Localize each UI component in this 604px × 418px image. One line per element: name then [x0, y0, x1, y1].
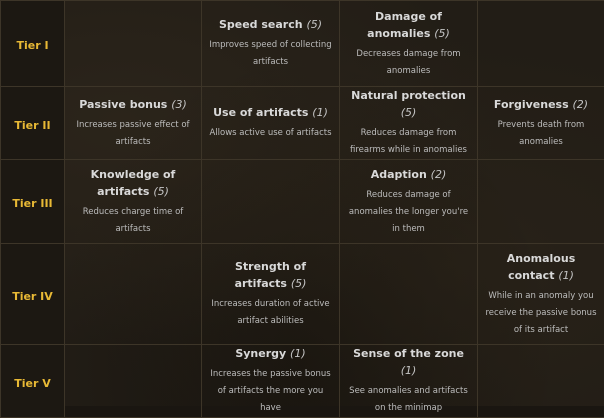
tier-row — [1, 160, 604, 244]
tier-label: Tier IV — [12, 290, 53, 303]
tier-header-cell — [1, 345, 65, 418]
empty-cell — [202, 160, 340, 244]
skill-name: Natural protection — [351, 89, 466, 102]
skill-cell[interactable] — [478, 244, 604, 345]
skill-cell[interactable] — [340, 345, 478, 418]
skill-description: Increases duration of active artifact abilities — [207, 296, 334, 330]
skill-name: Use of artifacts — [213, 106, 308, 119]
skill-max-level: (1) — [401, 364, 417, 377]
tier-label: Tier V — [14, 377, 51, 390]
skill-description: Reduces charge time of artifacts — [70, 204, 196, 238]
skill-name: Knowledge of artifacts — [91, 168, 176, 198]
skill-max-level: (1) — [312, 106, 328, 119]
tier-row — [1, 1, 604, 87]
skill-title — [345, 8, 472, 42]
skill-cell[interactable] — [202, 1, 340, 87]
skill-name: Synergy — [235, 347, 286, 360]
tier-row — [1, 345, 604, 418]
skill-name: Damage of anomalies — [367, 10, 442, 40]
skill-cell[interactable] — [340, 160, 478, 244]
empty-cell — [478, 1, 604, 87]
skill-title — [207, 104, 334, 121]
skill-max-level: (5) — [434, 27, 450, 40]
skill-content — [343, 345, 474, 417]
skill-description: While in an anomaly you receive the passive bonus of its artifact — [483, 288, 599, 339]
tier-row — [1, 87, 604, 160]
skill-max-level: (5) — [291, 277, 307, 290]
tier-label: Tier III — [12, 197, 52, 210]
skill-max-level: (3) — [171, 98, 187, 111]
skill-description: Prevents death from anomalies — [483, 117, 599, 151]
tier-label: Tier II — [14, 119, 50, 132]
skill-title — [70, 96, 196, 113]
skill-title — [483, 96, 599, 113]
skill-description: Reduces damage from firearms while in anomalies — [345, 125, 472, 159]
skill-content — [205, 16, 336, 71]
skill-cell[interactable] — [340, 1, 478, 87]
skill-title — [345, 166, 472, 183]
skill-title — [483, 250, 599, 284]
skill-content — [68, 96, 198, 151]
skill-cell[interactable] — [65, 160, 202, 244]
skill-title — [70, 166, 196, 200]
empty-cell — [65, 244, 202, 345]
skill-name: Anomalous contact — [507, 252, 576, 282]
skill-content — [68, 166, 198, 238]
skill-content — [343, 166, 474, 238]
skill-title — [345, 345, 472, 379]
skill-name: Speed search — [219, 18, 303, 31]
skill-title — [207, 258, 334, 292]
skill-description: Decreases damage from anomalies — [345, 46, 472, 80]
empty-cell — [478, 160, 604, 244]
skill-title — [345, 87, 472, 121]
skill-description: See anomalies and artifacts on the minimap — [345, 383, 472, 417]
tier-header-cell — [1, 244, 65, 345]
empty-cell — [65, 345, 202, 418]
skill-max-level: (5) — [306, 18, 322, 31]
skill-cell[interactable] — [65, 87, 202, 160]
skill-cell[interactable] — [340, 87, 478, 160]
skill-content — [205, 258, 336, 330]
skill-content — [205, 345, 336, 417]
skill-name: Sense of the zone — [353, 347, 464, 360]
skill-max-level: (5) — [153, 185, 169, 198]
tier-label: Tier I — [16, 39, 48, 52]
skill-max-level: (2) — [431, 168, 447, 181]
skill-max-level: (1) — [290, 347, 306, 360]
tier-row — [1, 244, 604, 345]
skill-title — [207, 16, 334, 33]
skill-content — [343, 8, 474, 80]
skill-content — [205, 104, 336, 142]
skill-content — [481, 96, 601, 151]
skill-name: Forgiveness — [494, 98, 569, 111]
skill-description: Reduces damage of anomalies the longer you're in them — [345, 187, 472, 238]
skill-cell[interactable] — [202, 244, 340, 345]
skill-cell[interactable] — [202, 87, 340, 160]
skill-max-level: (5) — [401, 106, 417, 119]
skill-description: Increases the passive bonus of artifacts the more you have — [207, 366, 334, 417]
skill-name: Passive bonus — [79, 98, 167, 111]
empty-cell — [65, 1, 202, 87]
empty-cell — [340, 244, 478, 345]
skill-name: Adaption — [371, 168, 427, 181]
skill-name: Strength of artifacts — [235, 260, 306, 290]
skill-max-level: (2) — [572, 98, 588, 111]
skill-description: Increases passive effect of artifacts — [70, 117, 196, 151]
tier-header-cell — [1, 1, 65, 87]
empty-cell — [478, 345, 604, 418]
skill-description: Improves speed of collecting artifacts — [207, 37, 334, 71]
tier-header-cell — [1, 160, 65, 244]
skill-content — [343, 87, 474, 159]
skill-cell[interactable] — [202, 345, 340, 418]
skill-description: Allows active use of artifacts — [207, 125, 334, 142]
skill-content — [481, 250, 601, 339]
tier-header-cell — [1, 87, 65, 160]
skill-cell[interactable] — [478, 87, 604, 160]
skill-max-level: (1) — [558, 269, 574, 282]
skill-title — [207, 345, 334, 362]
